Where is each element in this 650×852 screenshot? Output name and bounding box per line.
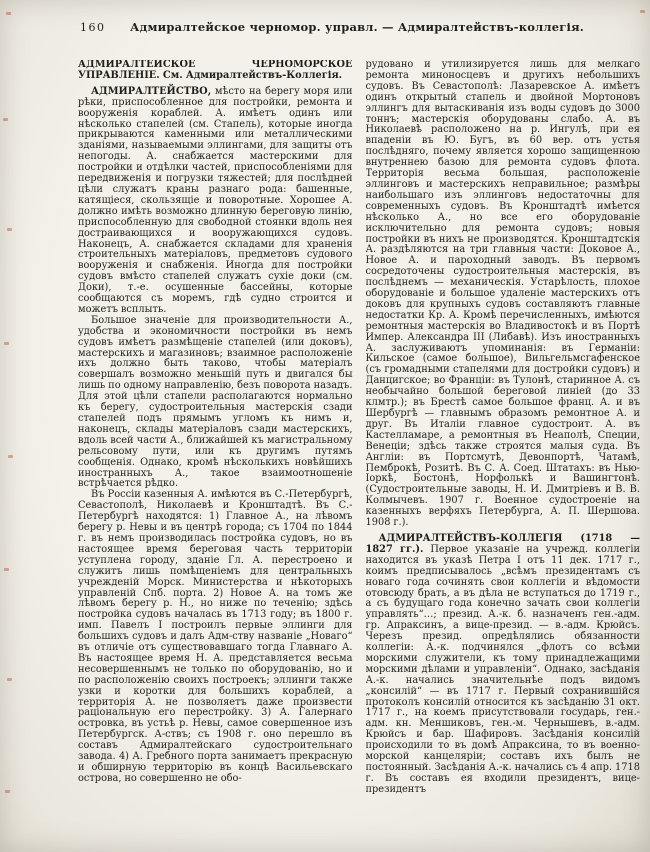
article-title-admiralteystvo: АДМИРАЛТЕЙСТВО,	[91, 85, 212, 97]
scan-artifact	[4, 342, 9, 345]
right-column	[366, 60, 641, 847]
scan-artifact	[6, 12, 11, 15]
scan-artifact	[8, 455, 13, 458]
scan-artifact	[3, 118, 8, 121]
paragraph-text: мѣсто на берегу моря или рѣки, приспособленное для постройки, ремонта и вооруженія кораблей. А. имѣетъ одинъ или нѣсколько стапелей (см. Стапель), которые иногда прикрываются каменными или металлическими зданіями, называемыми эллингами, для защиты отъ непогоды. А. снабжается мастерскими для постройки и отдѣлки частей, приспособленіями для передвиженія и погрузки тяжестей; для послѣдней цѣли служатъ краны разнаго рода: башенные, катящіеся, скользящіе и поворотные. Хорошее А. должно имѣть возможно длинную береговую линію, приспособленную для свободной стоянки вдоль нея достраивающихся и вооружающихся судовъ. Наконецъ, А. снабжается складами для храненія строительныхъ матеріаловъ, предметовъ судового вооруженія и снабженія. Иногда для постройки судовъ вмѣсто стапелей служатъ сухіе доки (см. Доки), т.-е. осушенные бассейны, которые сообщаются съ моремъ, гдѣ судно строится и можетъ всплыть.	[78, 85, 353, 315]
page-header	[78, 20, 636, 36]
article-kollegiya	[366, 534, 641, 796]
text-columns	[78, 60, 640, 847]
see-reference: См. Адмиралтействъ-Коллегія.	[162, 69, 343, 81]
page-number: 160	[80, 21, 106, 34]
article-admiralteystvo	[78, 87, 353, 316]
article-heading-chernomorskoe	[78, 60, 353, 82]
article-title-chernomorskoe: АДМИРАЛТЕЙСКОЕ ЧЕРНОМОРСКОЕ УПРАВЛЕНІЕ.	[78, 60, 353, 81]
scan-artifact	[640, 10, 645, 13]
scan-artifact	[7, 228, 12, 231]
scan-artifact	[4, 568, 9, 571]
scan-artifact	[7, 678, 12, 681]
paragraph-text: Первое указаніе на учрежд. коллегіи находится въ указѣ Петра I отъ 11 дек. 1717 г., коимъ предписывалось „всѣмъ президентамъ съ новаго года сочинять свои коллегіи и вѣдомости отовсюду брать, а въ дѣла не вступаться до 1719 г., а съ будущаго года конечно зачать свои коллегіи управлять“…; презид. А.-к. б. назначенъ ген.-адм. гр. Апраксинъ, а вице-презид. — в.-адм. Крюйсъ. Черезъ презид. опредѣлялись обязанности коллегіи: А.-к. подчинялся „флотъ со всѣми морскими служители, къ тому принадлежащими морскими дѣлами и управленіи“. Однако, засѣданія А.-к. начались значительнѣе подъ видомъ „консилій“ — въ 1717 г. Первый сохранившійся протоколъ консилій относится къ засѣданію 31 окт. 1717 г., на коемъ присутствовали государь, ген.-адм. кн. Меншиковъ, ген.-м. Чернышевъ, в.-адм. Крюйсъ и бар. Шафировъ. Засѣданія консилій происходили то въ домѣ Апраксина, то въ военно-морской канцеляріи; составъ ихъ былъ не постоянный. Засѣданія А.-к. начались съ 4 апр. 1718 г. Въ составъ ея входили президентъ, вице-президентъ	[365, 543, 640, 795]
running-head: Адмиралтейское черномор. управл. — Адмиралтействъ-коллегія.	[130, 20, 584, 34]
paragraph-russian-admiralties: Въ Россіи казенныя А. имѣются въ С.-Петербургѣ, Севастополѣ, Николаевѣ и Кронштадтѣ. Въ С.-Петербургѣ находятся: 1) Главное А., на лѣвомъ берегу р. Невы и въ центрѣ города; съ 1704 по 1844 г. въ немъ производилась постройка судовъ, но въ настоящее время береговая часть территоріи уступлена городу, зданіе Гл. А. перестроено и служитъ лишь помѣщеніемъ для центральныхъ учрежденій Морск. Министерства и нѣкоторыхъ управленій Спб. порта. 2) Новое А. на томъ же лѣвомъ берегу р. Н., но ниже по теченію; здѣсь постройка судовъ началась въ 1713 году; въ 1800 г. имп. Павелъ I построилъ первые эллинги для большихъ судовъ и далъ Адм-ству названіе „Новаго“ въ отличіе отъ существовавшаго тогда Главнаго А. Въ настоящее время Н. А. представляется весьма несовершеннымъ не только по оборудованію, но и по расположенію своихъ построекъ; эллинги также узки и коротки для большихъ кораблей, а территорія А. не позволяетъ даже произвести раціональную его перестройку. 3) А. Галернаго островка, въ устьѣ р. Невы, самое совершенное изъ Петербургск. А-ствъ; съ 1908 г. оно перешло въ составъ Адмиралтейскаго судостроительнаго завода. 4) А. Гребного порта занимаетъ прекрасную и обширную территорію въ концѣ Васильевскаго острова, но совершенно не обо-	[78, 489, 353, 784]
article-title-kollegiya: АДМИРАЛТЕЙСТВЪ-КОЛЛЕГІЯ (1718 — 1827 гг.).	[365, 532, 640, 555]
scan-artifact	[5, 790, 10, 793]
paragraph-continuation: рудовано и утилизируется лишь для мелкаго ремонта миноносцевъ и другихъ небольшихъ судовъ. Въ Севастополѣ: Лазаревское А. имѣетъ одинъ открытый стапель и двойной Мортоновъ эллингъ для вытаскиванія изъ воды судовъ до 3000 тоннъ; мастерскія оборудованы слабо. А. въ Николаевѣ расположено на р. Ингулѣ, при ея впаденіи въ Ю. Бугъ, въ 60 вер. отъ устья послѣдняго, почему является хорошо защищенною внутреннею базою для ремонта судовъ флота. Территорія весьма большая, расположеніе эллинговъ и мастерскихъ неправильное; размѣры наибольшаго изъ эллинговъ недостаточны для современныхъ судовъ. Въ Кронштадтѣ имѣется нѣсколько А., но все его оборудованіе исключительно для ремонта судовъ; новыя постройки въ нихъ не производятся. Кронштадтскія А. раздѣляются на три главныя части: Доковое А., Новое А. и пароходный заводъ. Въ первомъ сосредоточены судостроительныя мастерскія, въ послѣднемъ — механическія. Устарѣлость, плохое оборудованіе и большое удаленіе мастерскихъ отъ доковъ для крупныхъ судовъ составляютъ главные недостатки Кр. А. Кромѣ перечисленныхъ, имѣются ремонтныя мастерскія во Владивостокѣ и въ Портѣ Импер. Александра III (Либавѣ). Изъ иностранныхъ А. заслуживаютъ упоминанія: въ Германіи: Кильское (самое большое), Вильгельмсгафенское (съ громадными стапелями для достройки судовъ) и Данцигское; во Франціи: въ Тулонѣ, старинное А. съ необычайно большой береговой линіей (до 33 клмтр.); въ Брестѣ самое большое франц. А. и въ Шербургѣ — главнымъ образомъ ремонтное А. и друг. Въ Италіи главное судостроит. А. въ Кастелламаре, а ремонтныя въ Неаполѣ, Специи, Венеціи; здѣсь также строятся малыя суда. Въ Англіи: въ Портсмутѣ, Девонпортѣ, Чатамѣ, Пемброкѣ, Розитѣ. Въ С. А. Соед. Штатахъ: въ Нью-Іоркѣ, Бостонѣ, Норфолькѣ и Вашингтонѣ. (Судостроительные заводы, Н. И. Дмитріевъ и В. В. Колмычевъ. 1907 г. Военное судостроеніе на казенныхъ верфяхъ Петербурга, А. П. Шершова. 1908 г.).	[365, 60, 640, 529]
paragraph-layout-importance: Большое значеніе для производительности А., удобства и экономичности постройки въ немъ судовъ имѣетъ размѣщеніе стапелей (или доковъ), мастерскихъ и магазиновъ; взаимное расположеніе ихъ должно быть таково, чтобы матеріалъ совершалъ возможно меньшій путь и двигался бы лишь по одному направленію, безъ поворота назадъ. Для этой цѣли стапели располагаются нормально къ берегу, судостроительныя мастерскія сзади стапелей подъ прямымъ угломъ къ нимъ и, наконецъ, склады матеріаловъ сзади мастерскихъ, вдоль всей части А., ближайшей къ магистральному рельсовому пути, или къ другимъ путямъ сообщенія. Однако, кромѣ нѣсколькихъ новѣйшихъ иностранныхъ А., такое взаимоотношеніе встрѣчается рѣдко.	[78, 314, 353, 490]
left-column	[78, 60, 353, 847]
